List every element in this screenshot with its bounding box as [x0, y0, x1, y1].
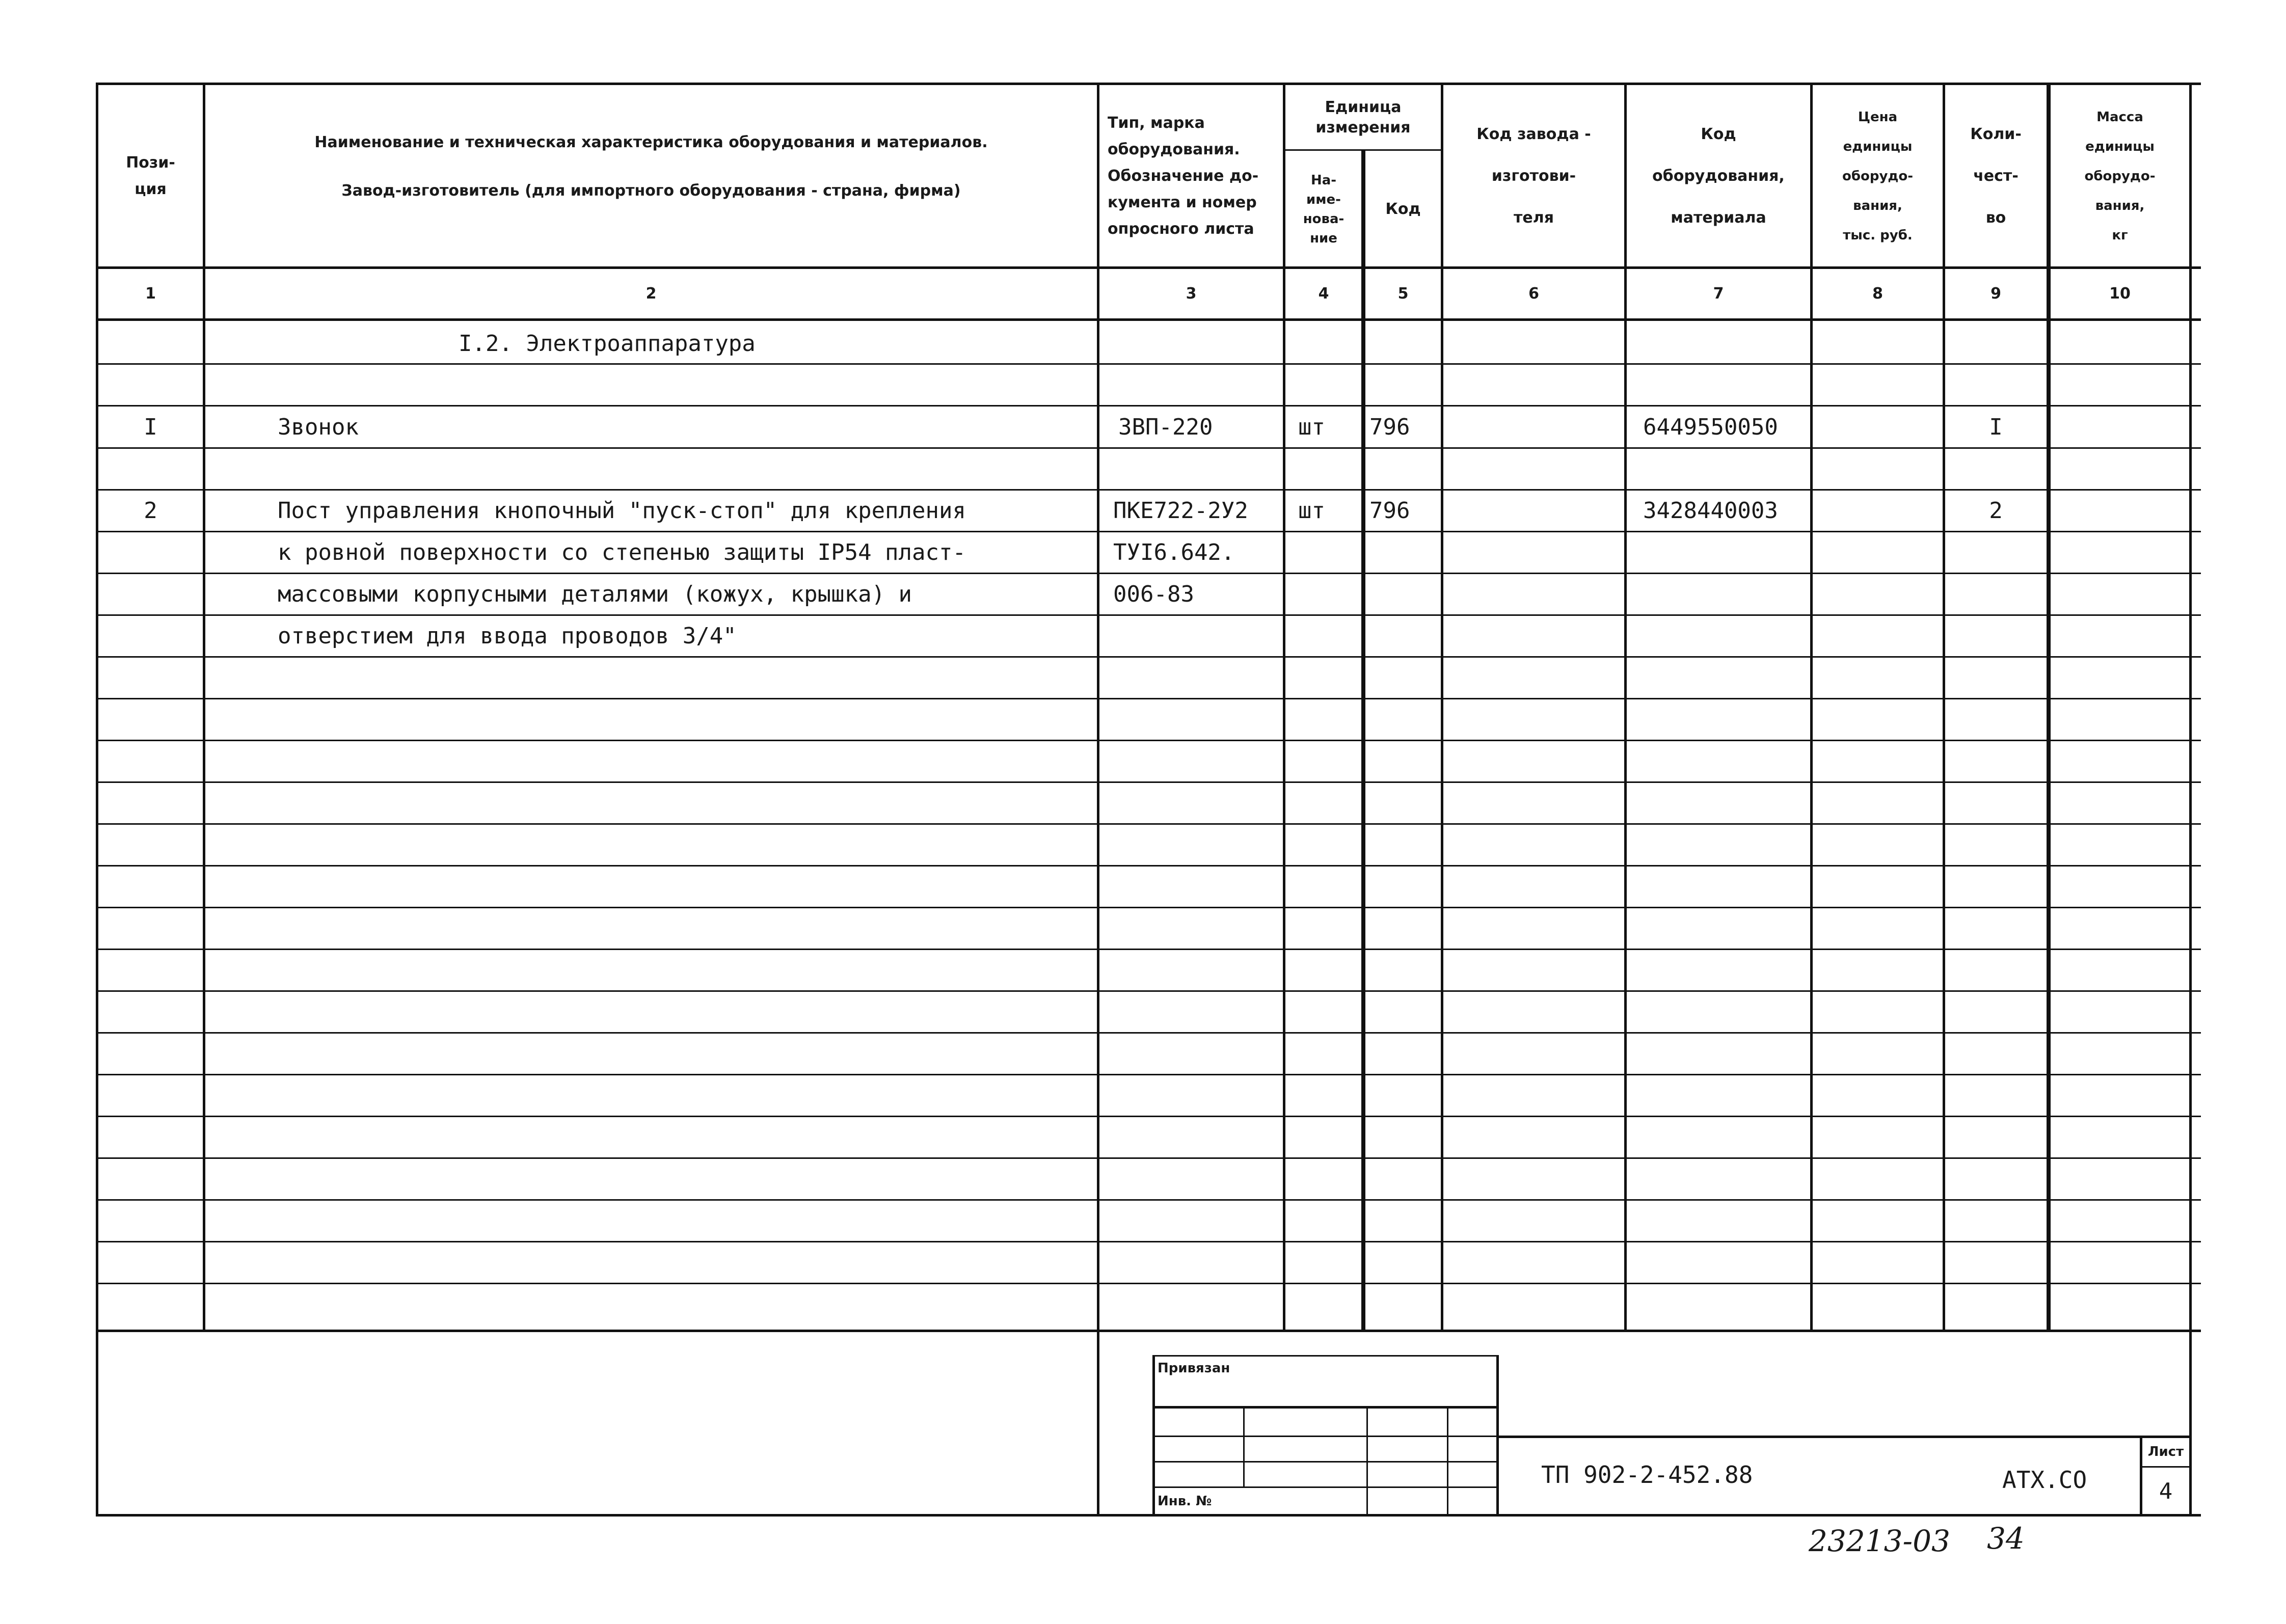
row-line — [96, 865, 2201, 867]
document-code: ТП 902-2-452.88 — [1541, 1461, 1753, 1488]
col-line-4 — [1361, 149, 1365, 1332]
item2-name-line1: Пост управления кнопочный "пуск-стоп" для крепления — [278, 497, 966, 524]
item1-type: ЗВП-220 — [1118, 414, 1213, 440]
stamp-privyazan-label: Привязан — [1158, 1361, 1230, 1376]
item1-unit: шт — [1298, 414, 1325, 440]
column-number: 3 — [1186, 285, 1197, 303]
stamp-line — [1366, 1406, 1368, 1515]
column-number-row-bottom-line — [96, 318, 2201, 321]
row-line — [96, 1116, 2201, 1117]
item2-name-line3: массовыми корпусными деталями (кожух, крышка) и — [278, 581, 912, 607]
item2-unit: шт — [1298, 497, 1325, 524]
row-line — [96, 990, 2201, 992]
header-col-unit-name: На- име- нова- ние — [1303, 172, 1344, 246]
row-line — [96, 363, 2201, 365]
frame-bottom-line — [96, 1514, 2201, 1517]
header-col-quantity: Коли- чест- во — [1970, 125, 2022, 227]
col-line-9 — [2047, 83, 2051, 1332]
column-number: 10 — [2109, 285, 2131, 303]
item2-type-line2: ТУI6.642. — [1113, 539, 1235, 565]
row-line — [96, 698, 2201, 699]
stamp-line — [1496, 1355, 1499, 1515]
stamp-line — [1152, 1355, 1499, 1357]
item2-unit-code: 796 — [1369, 497, 1410, 524]
header-col-unit-mass: Масса единицы оборудо- вания, кг — [2084, 109, 2156, 243]
header-col-name-line2: Завод-изготовитель (для импортного оборудования - страна, фирма) — [341, 182, 961, 200]
header-col-unit-group: Единица измерения — [1315, 98, 1411, 137]
table-bottom-line — [96, 1330, 2201, 1332]
document-mark: АТХ.СО — [2002, 1466, 2087, 1494]
header-col-type: Тип, марка оборудования. Обозначение до- кумента и номер опросного листа — [1108, 114, 1259, 238]
column-number: 1 — [145, 285, 156, 303]
row-line — [96, 656, 2201, 658]
frame-right-line — [2189, 83, 2192, 1517]
archive-number: 23213-03 — [1809, 1524, 1950, 1558]
stamp-doc-line — [1499, 1436, 2192, 1438]
row-line — [96, 949, 2201, 950]
sheet-number: 4 — [2159, 1478, 2173, 1504]
column-number: 6 — [1528, 285, 1539, 303]
item1-position: I — [144, 414, 157, 440]
row-line — [96, 740, 2201, 741]
sheet-label: Лист — [2147, 1444, 2184, 1459]
row-line — [96, 1032, 2201, 1034]
header-col-name-line1: Наименование и техническая характеристика оборудования и материалов. — [314, 133, 988, 151]
sheet-box-line — [2140, 1466, 2192, 1468]
header-col-manufacturer-code: Код завода - изготови- теля — [1476, 125, 1591, 227]
column-number: 7 — [1713, 285, 1724, 303]
column-number: 4 — [1318, 285, 1329, 303]
frame-top-line — [96, 83, 2201, 85]
row-line — [96, 1283, 2201, 1284]
stamp-line — [1243, 1406, 1245, 1487]
item2-name-line4: отверстием для ввода проводов 3/4" — [278, 622, 737, 649]
row-line — [96, 1199, 2201, 1201]
header-col-unit-code: Код — [1385, 200, 1421, 218]
stamp-line — [1152, 1355, 1155, 1515]
archive-page-number: 34 — [1987, 1521, 2025, 1556]
item2-position: 2 — [144, 497, 157, 524]
item1-name: Звонок — [278, 414, 359, 440]
row-line — [96, 823, 2201, 825]
row-line — [96, 447, 2201, 449]
column-number: 2 — [646, 285, 657, 303]
item1-unit-code: 796 — [1369, 414, 1410, 440]
row-line — [96, 1241, 2201, 1242]
header-col-equipment-code: Код оборудования, материала — [1652, 125, 1785, 227]
item2-equipment-code: 3428440003 — [1643, 497, 1778, 524]
row-line — [96, 1074, 2201, 1075]
stamp-line — [1447, 1406, 1448, 1515]
row-line — [96, 781, 2201, 783]
header-col-position: Пози- ция — [126, 153, 175, 198]
item1-quantity: I — [1989, 414, 2003, 440]
section-title: I.2. Электроаппаратура — [459, 330, 756, 357]
column-number: 5 — [1397, 285, 1409, 303]
row-line — [96, 907, 2201, 908]
item1-equipment-code: 6449550050 — [1643, 414, 1778, 440]
header-col-unit-price: Цена единицы оборудо- вания, тыс. руб. — [1842, 109, 1914, 243]
item2-type-line1: ПКЕ722-2У2 — [1113, 497, 1248, 524]
column-number: 9 — [1991, 285, 2001, 303]
row-line — [96, 1157, 2201, 1159]
column-number: 8 — [1872, 285, 1883, 303]
item2-type-line3: 006-83 — [1113, 581, 1194, 607]
item2-name-line2: к ровной поверхности со степенью защиты IP54 пласт- — [278, 539, 966, 565]
stamp-inventory-label: Инв. № — [1158, 1494, 1212, 1509]
item2-quantity: 2 — [1989, 497, 2003, 524]
